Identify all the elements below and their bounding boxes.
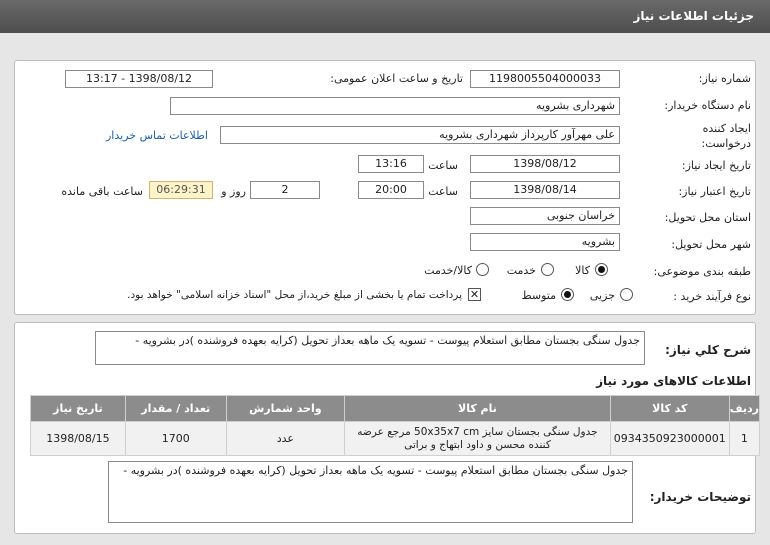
days-label: روز و: [221, 185, 246, 198]
announce-field: 1398/08/12 - 13:17: [65, 70, 213, 88]
creator-label-1: ایجاد کننده: [702, 122, 751, 135]
cell-date: 1398/08/15: [31, 422, 126, 456]
col-date: تاریخ نیاز: [31, 396, 126, 422]
category-goods-label: کالا: [575, 264, 590, 277]
validity-time-label: ساعت: [428, 185, 458, 198]
category-label: طبقه بندی موضوعی:: [653, 265, 751, 278]
buyer-org-label: نام دستگاه خریدار:: [664, 99, 751, 112]
purchase-type-label: نوع فرآیند خرید :: [673, 290, 751, 303]
cell-qty: 1700: [125, 422, 226, 456]
cell-name: جدول سنگی بجستان سایز 50x35x7 cm مرجع عرضه کننده محسن و داود ابتهاج و براتی: [345, 422, 611, 456]
validity-time-field: 20:00: [358, 181, 424, 199]
table-row: [31, 422, 760, 456]
col-code: کد کالا: [610, 396, 729, 422]
summary-text: جدول سنگی بجستان مطابق استعلام پیوست - تسویه یک ماهه بعداز تحویل (کرایه بعهده فروشنده )در بشرویه -: [95, 331, 645, 365]
need-number-label: شماره نیاز:: [698, 72, 751, 85]
purchase-medium-label: متوسط: [521, 289, 556, 302]
cell-index: 1: [729, 422, 759, 456]
goods-table: [30, 395, 760, 456]
created-date-field: 1398/08/12: [470, 155, 620, 173]
purchase-radio-medium[interactable]: [561, 288, 574, 301]
buyer-notes-text: جدول سنگی بجستان مطابق استعلام پیوست - تسویه یک ماهه بعداز تحویل (کرایه بعهده فروشنده )در بشرویه -: [108, 461, 633, 523]
created-time-field: 13:16: [358, 155, 424, 173]
created-time-label: ساعت: [428, 159, 458, 172]
category-radio-service[interactable]: [541, 263, 554, 276]
created-date-label: تاریخ ایجاد نیاز:: [681, 159, 751, 172]
purchase-minor-label: جزیی: [589, 289, 615, 302]
need-number-field: 1198005504000033: [470, 70, 620, 88]
announce-label: تاریخ و ساعت اعلان عمومی:: [330, 72, 463, 85]
category-radio-goods[interactable]: [595, 263, 608, 276]
col-unit: واحد شمارش: [226, 396, 344, 422]
city-label: شهر محل تحویل:: [671, 238, 751, 251]
treasury-payment-checkbox[interactable]: ✕: [469, 288, 480, 301]
treasury-payment-note: پرداخت تمام یا بخشی از مبلغ خرید،از محل "اسناد خزانه اسلامی" خواهد بود.: [127, 289, 462, 301]
creator-field: علی مهرآور کارپرداز شهرداری بشرویه: [220, 126, 620, 144]
col-qty: تعداد / مقدار: [125, 396, 226, 422]
category-service-label: خدمت: [506, 264, 536, 277]
cell-code: 0934350923000001: [610, 422, 729, 456]
days-field: 2: [250, 181, 320, 199]
cell-unit: عدد: [226, 422, 344, 456]
province-field: خراسان جنوبی: [470, 207, 620, 225]
category-goods-service-label: کالا/خدمت: [424, 264, 472, 277]
category-radio-goods-service[interactable]: [476, 263, 489, 276]
province-label: استان محل تحویل:: [664, 211, 751, 224]
creator-label-2: درخواست:: [701, 137, 751, 150]
buyer-org-field: شهرداری بشرویه: [170, 97, 620, 115]
buyer-notes-label: توضیحات خریدار:: [649, 490, 751, 504]
purchase-radio-minor[interactable]: [620, 288, 633, 301]
buyer-contact-link[interactable]: اطلاعات تماس خریدار: [106, 129, 208, 142]
validity-date-field: 1398/08/14: [470, 181, 620, 199]
countdown-timer: 06:29:31: [149, 181, 213, 199]
col-name: نام کالا: [345, 396, 611, 422]
validity-label: تاریخ اعتبار نیاز:: [678, 185, 751, 198]
col-index: ردیف: [729, 396, 759, 422]
remaining-label: ساعت باقی مانده: [61, 185, 143, 198]
summary-label: شرح کلي نياز:: [665, 343, 751, 357]
city-field: بشرویه: [470, 233, 620, 251]
window-title: جزئیات اطلاعات نیاز: [0, 0, 770, 33]
goods-section-title: اطلاعات کالاهای مورد نیاز: [596, 374, 751, 388]
